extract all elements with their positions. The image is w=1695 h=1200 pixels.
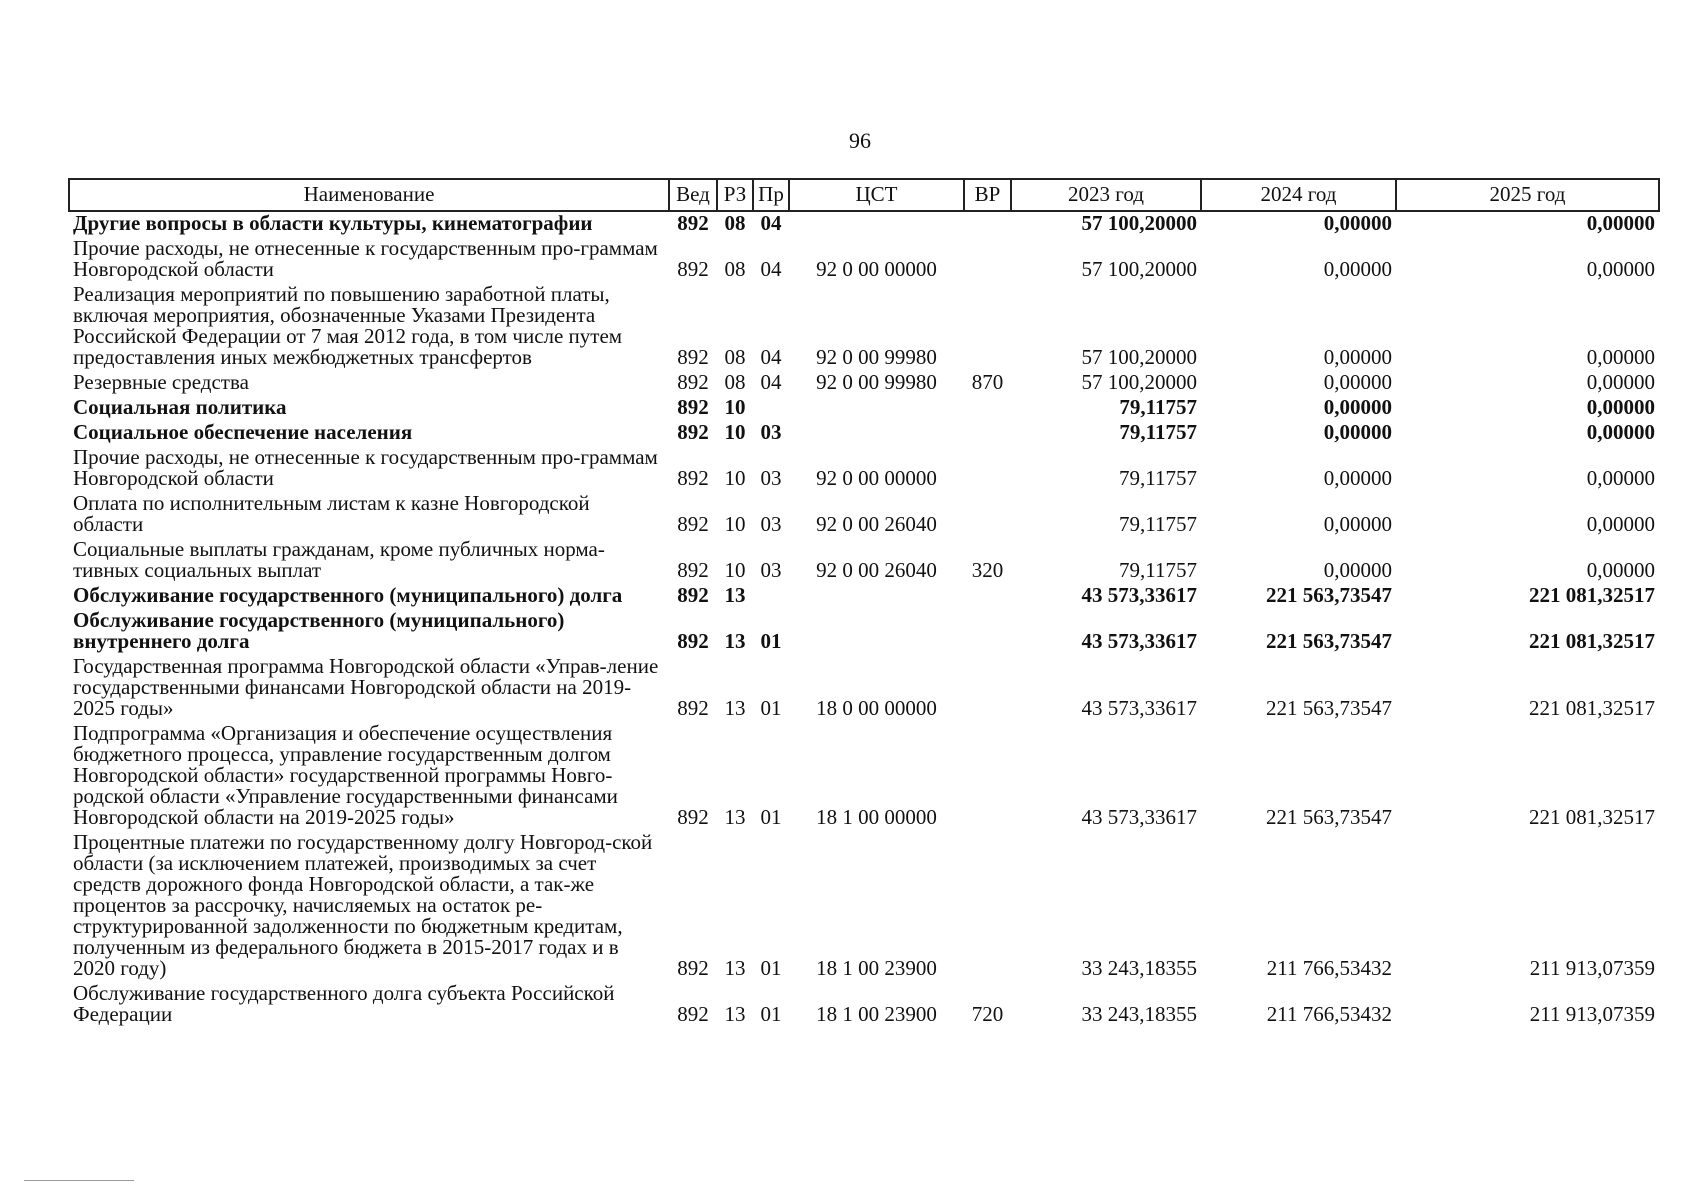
row-name: Прочие расходы, не отнесенные к государственным про-граммам Новгородской области [73,236,658,281]
table-row [69,722,1659,831]
row-name: Процентные платежи по государственному долгу Новгород-ской области (за исключением платежей, производимых за счет средств дорожного фонда Новгородской области, а так-же процентов за рассрочку, начисляемых на остаток ре-структурированной задолженности по бюджетным кредитам, полученным из федерального бюджета в 2015-2017 годах и в 2020 году) [73,830,653,980]
row-vr [964,396,1011,421]
row-2024: 221 563,73547 [1266,805,1392,829]
row-2025: 221 081,32517 [1529,805,1655,829]
row-name: Прочие расходы, не отнесенные к государственным про-граммам Новгородской области [73,445,658,490]
row-ved: 892 [677,345,709,369]
row-2023: 79,11757 [1119,512,1197,536]
row-2025: 0,00000 [1586,370,1655,394]
row-2023: 79,11757 [1119,466,1197,490]
row-cst: 92 0 00 99980 [816,345,937,369]
row-ved: 892 [677,211,709,235]
row-2025: 211 913,07359 [1529,1002,1655,1026]
row-pr: 03 [760,558,782,582]
row-rz: 13 [724,583,746,607]
row-cst: 92 0 00 26040 [816,512,937,536]
row-rz: 08 [724,370,746,394]
row-vr [964,492,1011,538]
row-2025: 0,00000 [1586,420,1655,444]
row-rz: 10 [724,558,746,582]
row-ved: 892 [677,370,709,394]
row-vr [964,831,1011,982]
row-2023: 43 573,33617 [1081,629,1197,653]
table-row [69,396,1659,421]
table-row [69,982,1659,1028]
header-vr: ВР [964,179,1011,211]
row-cst: 18 1 00 23900 [816,956,937,980]
row-2023: 43 573,33617 [1081,805,1197,829]
row-2023: 79,11757 [1119,420,1197,444]
row-rz: 13 [724,956,746,980]
table-row [69,538,1659,584]
row-vr: 870 [971,370,1004,394]
table-row [69,584,1659,609]
row-cst: 18 0 00 00000 [816,696,937,720]
row-2023: 57 100,20000 [1081,211,1197,235]
row-2023: 33 243,18355 [1081,956,1197,980]
row-2025: 0,00000 [1586,558,1655,582]
row-2024: 0,00000 [1323,257,1392,281]
row-2023: 33 243,18355 [1081,1002,1197,1026]
row-2023: 79,11757 [1119,558,1197,582]
header-name: Наименование [69,179,669,211]
row-vr [964,283,1011,371]
row-2024: 0,00000 [1323,466,1392,490]
row-2025: 0,00000 [1586,512,1655,536]
table-row [69,492,1659,538]
row-name: Государственная программа Новгородской области «Управ-ление государственными финансами Новгородской области на 2019-2025 годы» [73,654,659,720]
row-name: Резервные средства [73,370,249,394]
row-pr: 04 [760,345,782,369]
row-2025: 221 081,32517 [1529,583,1655,607]
row-pr: 04 [760,257,782,281]
row-ved: 892 [677,558,709,582]
row-name: Обслуживание государственного (муниципального) долга [73,583,623,607]
row-2024: 221 563,73547 [1266,629,1392,653]
header-ved: Вед [669,179,717,211]
table-row [69,655,1659,722]
row-cst: 18 1 00 23900 [816,1002,937,1026]
header-2025: 2025 год [1396,179,1659,211]
row-2024: 0,00000 [1323,512,1392,536]
row-vr [964,655,1011,722]
row-2024: 0,00000 [1323,420,1392,444]
row-rz: 13 [724,696,746,720]
table-row [69,446,1659,492]
row-2024: 0,00000 [1323,558,1392,582]
row-name: Социальные выплаты гражданам, кроме публичных норма-тивных социальных выплат [73,537,605,582]
budget-table [68,178,1660,1028]
row-name: Реализация мероприятий по повышению заработной платы, включая мероприятия, обозначенные Указами Президента Российской Федерации от 7 мая 2012 года, в том числе путем предоставления иных межбюджетных трансфертов [73,282,623,369]
row-vr [964,609,1011,655]
row-rz: 08 [724,211,746,235]
row-2023: 57 100,20000 [1081,257,1197,281]
row-ved: 892 [677,420,709,444]
header-2024: 2024 год [1201,179,1396,211]
table-header [69,179,1659,211]
row-2024: 0,00000 [1323,395,1392,419]
row-ved: 892 [677,512,709,536]
row-2024: 221 563,73547 [1266,696,1392,720]
row-2025: 221 081,32517 [1529,696,1655,720]
row-ved: 892 [677,956,709,980]
row-rz: 10 [724,512,746,536]
row-cst: 92 0 00 00000 [816,257,937,281]
row-ved: 892 [677,466,709,490]
row-name: Оплата по исполнительным листам к казне Новгородской области [73,491,590,536]
row-pr: 03 [760,512,782,536]
row-pr: 01 [760,629,782,653]
row-name: Обслуживание государственного (муниципального) внутреннего долга [73,608,565,653]
row-name: Подпрограмма «Организация и обеспечение осуществления бюджетного процесса, управление государственным долгом Новгородской области» государственной программы Новго-родской области «Управление государственными финансами Новгородской области на 2019-2025 годы» [73,721,618,829]
row-2023: 79,11757 [1119,395,1197,419]
row-2025: 211 913,07359 [1529,956,1655,980]
row-cst [789,584,964,609]
row-2023: 43 573,33617 [1081,583,1197,607]
row-2025: 0,00000 [1586,257,1655,281]
row-2025: 0,00000 [1586,211,1655,235]
row-name: Социальное обеспечение населения [73,420,413,444]
row-cst: 18 1 00 00000 [816,805,937,829]
header-2023: 2023 год [1011,179,1201,211]
row-2025: 0,00000 [1586,466,1655,490]
row-2025: 0,00000 [1586,345,1655,369]
row-pr: 01 [760,805,782,829]
row-rz: 13 [724,629,746,653]
row-vr [964,237,1011,283]
row-pr: 01 [760,1002,782,1026]
row-vr: 320 [971,558,1004,582]
row-2024: 0,00000 [1323,370,1392,394]
row-ved: 892 [677,805,709,829]
row-rz: 10 [724,466,746,490]
row-pr: 01 [760,956,782,980]
table-row [69,609,1659,655]
table-row [69,831,1659,982]
row-cst: 92 0 00 99980 [816,370,937,394]
row-rz: 08 [724,257,746,281]
row-ved: 892 [677,583,709,607]
row-vr [964,446,1011,492]
row-pr: 04 [760,211,782,235]
row-pr: 03 [760,466,782,490]
table-row [69,237,1659,283]
row-pr [753,584,789,609]
row-2024: 211 766,53432 [1266,956,1392,980]
row-vr [964,211,1011,237]
row-cst [789,421,964,446]
row-rz: 13 [724,1002,746,1026]
header-row [69,179,1659,211]
row-name: Социальная политика [73,395,287,419]
row-rz: 10 [724,395,746,419]
row-2025: 0,00000 [1586,395,1655,419]
row-2024: 0,00000 [1323,345,1392,369]
row-name: Другие вопросы в области культуры, кинематографии [73,211,593,235]
row-2023: 57 100,20000 [1081,370,1197,394]
row-cst [789,396,964,421]
row-pr [753,396,789,421]
row-cst: 92 0 00 00000 [816,466,937,490]
row-pr: 01 [760,696,782,720]
table-body [69,211,1659,1028]
row-cst [789,211,964,237]
header-rz: РЗ [717,179,753,211]
row-vr [964,421,1011,446]
row-ved: 892 [677,395,709,419]
row-ved: 892 [677,257,709,281]
table-row [69,211,1659,237]
row-rz: 10 [724,420,746,444]
row-2023: 43 573,33617 [1081,696,1197,720]
row-rz: 13 [724,805,746,829]
table-row [69,421,1659,446]
header-cst: ЦСТ [789,179,964,211]
row-rz: 08 [724,345,746,369]
row-ved: 892 [677,629,709,653]
row-vr [964,584,1011,609]
row-2023: 57 100,20000 [1081,345,1197,369]
page-number: 96 [849,128,871,153]
row-pr: 04 [760,370,782,394]
scan-artifact-line [24,1180,134,1181]
row-2024: 0,00000 [1323,211,1392,235]
row-ved: 892 [677,1002,709,1026]
row-2024: 221 563,73547 [1266,583,1392,607]
row-vr [964,722,1011,831]
row-cst: 92 0 00 26040 [816,558,937,582]
header-pr: Пр [753,179,789,211]
row-2024: 211 766,53432 [1266,1002,1392,1026]
row-cst [789,609,964,655]
row-ved: 892 [677,696,709,720]
row-2025: 221 081,32517 [1529,629,1655,653]
table-row [69,283,1659,371]
row-name: Обслуживание государственного долга субъекта Российской Федерации [73,981,615,1026]
table-row [69,371,1659,396]
row-vr: 720 [971,1002,1004,1026]
row-pr: 03 [760,420,782,444]
